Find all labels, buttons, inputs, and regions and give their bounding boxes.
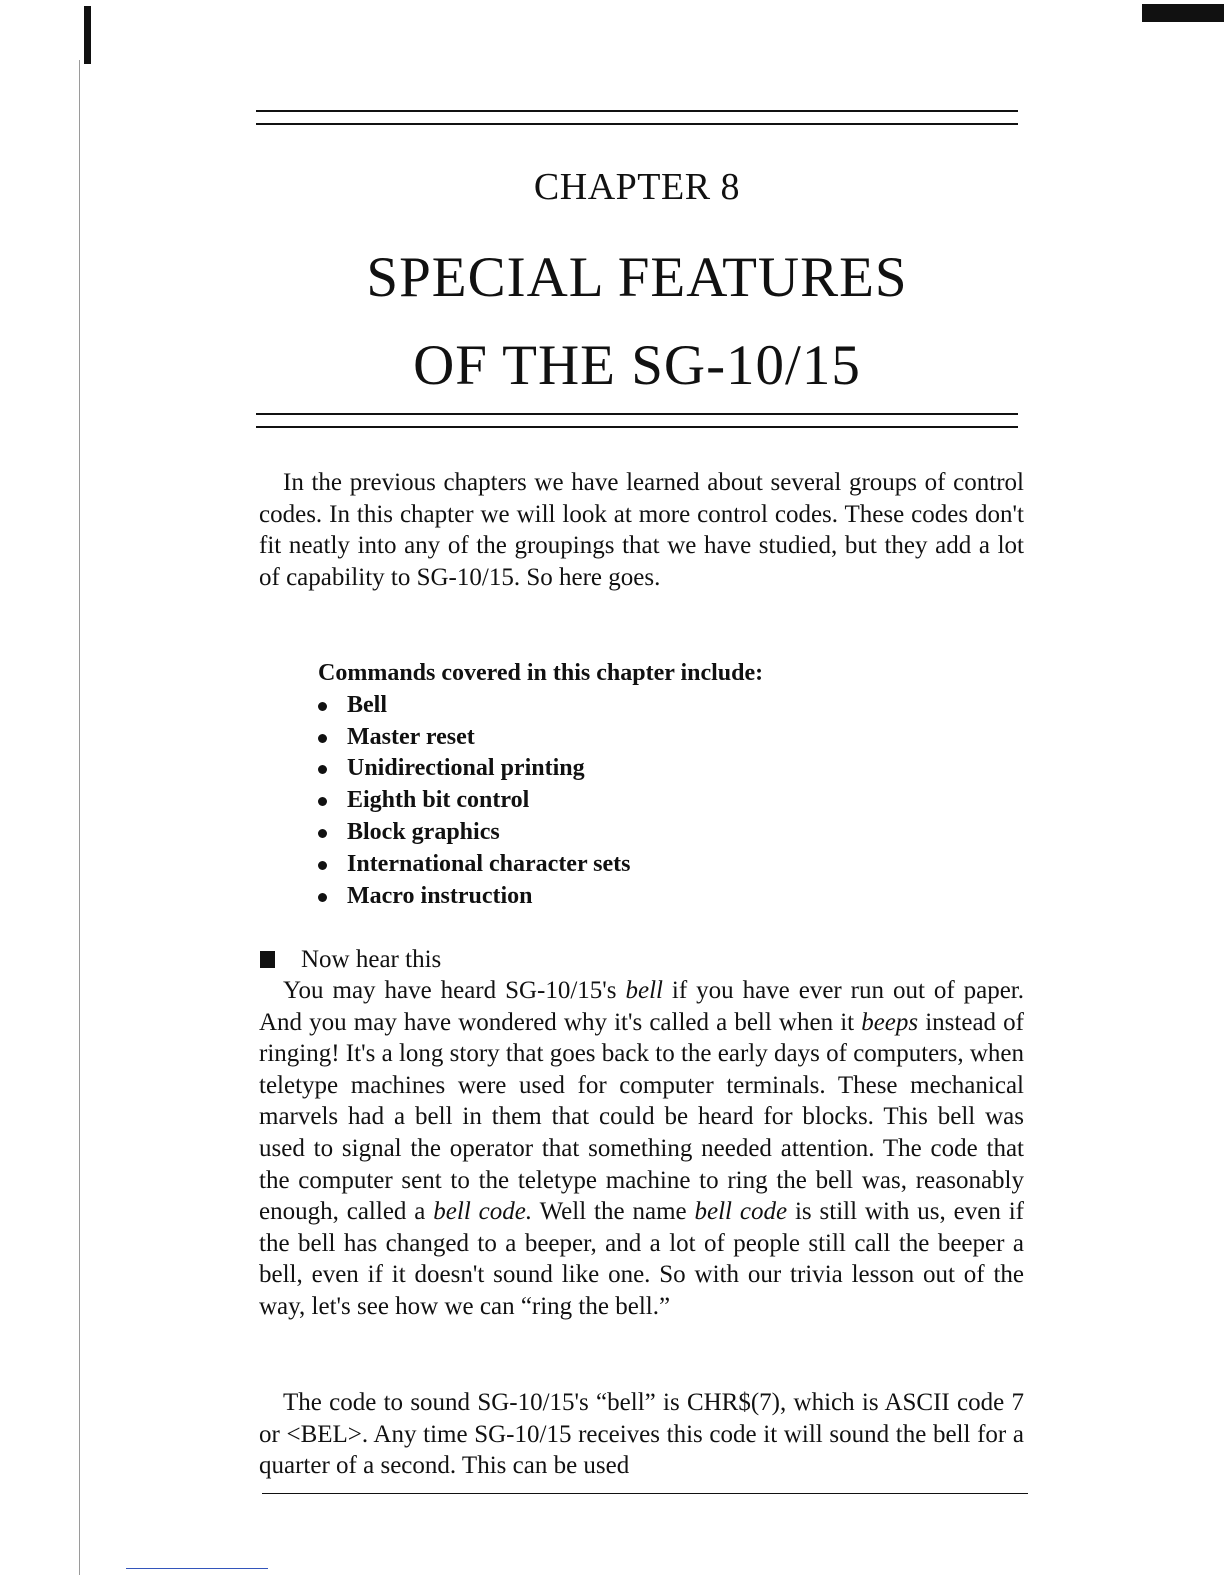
bullet-icon [318, 765, 327, 774]
scan-page-edge [79, 60, 80, 1575]
scan-artifact-right-bar [1142, 4, 1224, 22]
bullet-icon [318, 797, 327, 806]
section-heading-text: Now hear this [301, 946, 442, 973]
bell-paragraph-1: You may have heard SG-10/15's bell if you have ever run out of paper. And you may have wondered why it's called a bell when it beeps instead of ringing! It's a long story that goes back to the early days of computers, when teletype machines were used for computer terminals. These mechanical marvels had a bell in them that could be heard for blocks. This bell was used to signal the operator that something needed attention. The code that the computer sent to the teletype machine to ring the bell was, reasonably enough, called a bell code. Well the name bell code is still with us, even if the bell has changed to a beeper, and a lot of people still call the beeper a bell, even if it doesn't sound like one. So with our trivia lesson out of the way, let's see how we can “ring the bell.” [259, 977, 1024, 1320]
commands-list [318, 690, 918, 913]
bullet-icon [318, 734, 327, 743]
bullet-icon [318, 893, 327, 902]
list-item: Block graphics [318, 817, 918, 849]
chapter-title-line-1: SPECIAL FEATURES [366, 246, 908, 309]
list-item: Master reset [318, 722, 918, 754]
top-rule-1 [256, 110, 1018, 112]
list-item: Bell [318, 690, 918, 722]
bottom-rule [262, 1493, 1028, 1494]
chapter-title-line-2: OF THE SG-10/15 [413, 334, 861, 397]
title-rule-2 [256, 426, 1018, 428]
chapter-label: CHAPTER 8 [533, 166, 741, 208]
list-item: Macro instruction [318, 881, 918, 913]
square-bullet-icon [260, 951, 275, 968]
scan-artifact-left-bar [84, 6, 91, 64]
commands-box [318, 658, 918, 912]
list-item: Eighth bit control [318, 785, 918, 817]
bullet-icon [318, 702, 327, 711]
top-rule-2 [256, 123, 1018, 125]
commands-heading: Commands covered in this chapter include: [318, 660, 764, 686]
list-item: International character sets [318, 849, 918, 881]
title-rule-1 [256, 413, 1018, 415]
list-item: Unidirectional printing [318, 753, 918, 785]
bullet-icon [318, 829, 327, 838]
section-heading [260, 944, 441, 976]
bullet-icon [318, 861, 327, 870]
scan-footer-line [126, 1568, 268, 1569]
bell-paragraph-2: The code to sound SG-10/15's “bell” is CHR$(7), which is ASCII code 7 or <BEL>. Any time SG-10/15 receives this code it will sound the bell for a quarter of a second. This can be used [259, 1389, 1024, 1480]
intro-paragraph: In the previous chapters we have learned about several groups of control codes. In this chapter we will look at more control codes. These codes don't fit neatly into any of the groupings that we have studied, but they add a lot of capability to SG-10/15. So here goes. [259, 469, 1024, 591]
chapter-title [256, 234, 1018, 410]
